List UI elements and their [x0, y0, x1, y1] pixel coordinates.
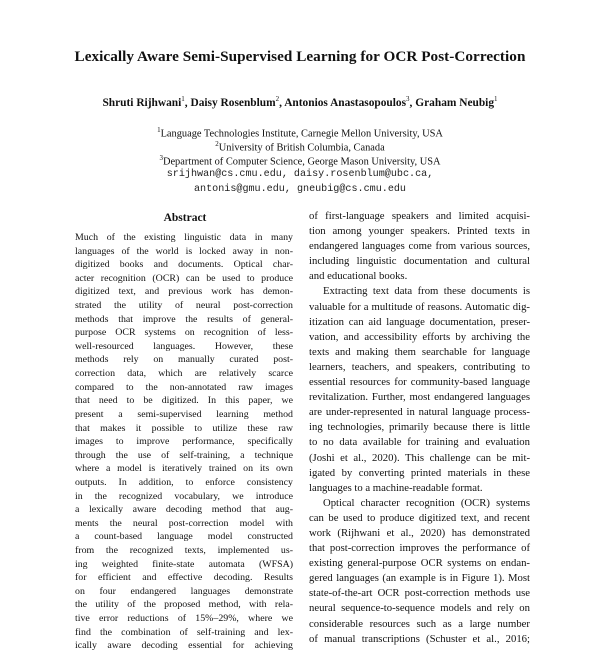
introduction-body — [309, 209, 530, 647]
abstract-line: that makes it possible to utilize these raw — [75, 422, 293, 434]
abstract-line: strated the utility of neural post-correction — [75, 300, 293, 312]
author-name: Daisy Rosenblum — [190, 96, 276, 109]
body-line: itization can aid language documentation, preser- — [309, 315, 530, 328]
body-line: considerable resources such as a large number — [309, 617, 530, 630]
abstract-line: methods rely on manually curated post- — [75, 354, 293, 366]
abstract-line: compared to the non-annotated raw images — [75, 381, 293, 393]
abstract-line: tive error reductions of 15%–29%, where we — [75, 613, 293, 625]
body-line: neural sequence-to-sequence models and rely on — [309, 602, 530, 615]
affiliation-text: Language Technologies Institute, Carnegie Mellon University, USA — [160, 128, 443, 140]
abstract-line: for efficient and effective decoding. Results — [75, 572, 293, 584]
abstract-line: from the recognized texts, implemented us- — [75, 545, 293, 557]
affiliation-number: 2 — [215, 140, 219, 148]
affiliation-text: Department of Computer Science, George Mason University, USA — [162, 156, 441, 168]
body-line: Extracting text data from these documents is — [323, 285, 530, 298]
body-line: ing technologies, primarily because there is little — [309, 421, 530, 434]
abstract-line: acter recognition (OCR) can be used to produce — [75, 272, 293, 284]
abstract-line: that need to be digitized. In this paper, we — [75, 395, 293, 407]
abstract-line: ically aware decoding essential for achieving — [75, 640, 293, 652]
body-line: (Joshi et al., 2020). This challenge can be mit- — [309, 451, 530, 464]
abstract-line: a lexically aware decoding method that aug- — [75, 504, 293, 516]
paper-title: Lexically Aware Semi-Supervised Learning for OCR Post-Correction — [74, 48, 526, 65]
body-line: including linguistic documentation and cultural — [309, 255, 530, 268]
abstract-line: in the recognized vocabulary, we introduce — [75, 490, 293, 502]
abstract-heading: Abstract — [163, 212, 207, 224]
abstract-line: a count-based language model constructed — [75, 531, 293, 543]
body-line: can be used to produce digitized text, and recent — [309, 511, 530, 524]
abstract-body — [75, 231, 293, 653]
author-separator: , — [279, 96, 285, 109]
author-list — [0, 95, 600, 109]
body-line: valuable for a multitude of reasons. Automatic dig- — [309, 300, 530, 313]
body-line: are under-represented in natural language process- — [309, 406, 530, 419]
abstract-line: where a model is iteratively trained on its own — [75, 463, 293, 475]
email-line: antonis@gmu.edu, gneubig@cs.cmu.edu — [193, 184, 406, 195]
abstract-line: through the use of self-training, a technique — [75, 449, 293, 461]
abstract-line: digitized text, and previous work has demon- — [75, 286, 293, 298]
email-block — [0, 167, 600, 197]
body-line: work (Rijhwani et al., 2020) has demonstrated — [309, 526, 530, 539]
author-name: Shruti Rijhwani — [102, 96, 182, 109]
abstract-line: purpose OCR systems on recognition of less- — [75, 327, 293, 339]
abstract-line: methods that improve the results of general- — [75, 313, 293, 325]
author-affiliation-mark: 1 — [494, 95, 498, 103]
body-line: vation, and accessibility efforts by archiving the — [309, 330, 530, 343]
author-affiliation-mark: 3 — [406, 95, 410, 103]
affiliation-number: 3 — [159, 154, 163, 162]
affiliation-text: University of British Columbia, Canada — [218, 142, 385, 154]
body-line: learners, teachers, and speakers, contributing to — [309, 360, 530, 373]
author-separator: , — [409, 96, 416, 109]
affiliation-number: 1 — [157, 126, 161, 134]
body-line: state-of-the-art OCR post-correction methods use — [309, 587, 530, 600]
body-line: texts and making them searchable for language — [309, 345, 530, 358]
abstract-line: on four endangered languages demonstrate — [75, 585, 293, 597]
body-line: existing general-purpose OCR systems on endan- — [309, 557, 530, 570]
author-name: Graham Neubig — [415, 96, 495, 109]
author-separator: , — [184, 96, 191, 109]
author-name: Antonios Anastasopoulos — [284, 96, 407, 109]
body-line: and educational books. — [309, 270, 408, 283]
email-line: srijhwan@cs.cmu.edu, daisy.rosenblum@ubc.ca, — [166, 169, 434, 180]
abstract-line: the utility of the proposed method, with rela- — [75, 599, 293, 611]
body-line: igated by converting printed materials in these — [309, 466, 530, 479]
abstract-line: correction data, which are relatively scarce — [75, 368, 293, 380]
abstract-line: present a semi-supervised learning method — [75, 408, 293, 420]
abstract-line: find the combination of self-training and lex- — [75, 626, 293, 638]
body-line: Optical character recognition (OCR) systems — [323, 496, 530, 509]
body-line: endangered languages come from various sources, — [309, 240, 530, 253]
abstract-line: outputs. In addition, to enforce consistency — [75, 476, 293, 488]
body-line: languages to a machine-readable format. — [309, 481, 483, 494]
abstract-line: ments the neural post-correction model with — [75, 517, 293, 529]
abstract-line: languages of the world is locked away in non- — [75, 245, 293, 257]
abstract-line: digitized books and documents. Optical char- — [75, 259, 293, 271]
body-line: tion among younger speakers. Printed texts in — [309, 225, 530, 238]
body-line: gered languages (an example is in Figure 1). Most — [309, 572, 530, 585]
abstract-line: ing weighted finite-state automata (WFSA) — [75, 558, 293, 570]
author-affiliation-mark: 2 — [275, 95, 280, 103]
body-line: that post-correction improves the performance of — [309, 542, 530, 555]
author-affiliation-mark: 1 — [181, 95, 185, 103]
abstract-line: images to improve performance, specifically — [75, 436, 293, 448]
body-line: of manual transcriptions (Schuster et al., 2016; — [309, 632, 530, 645]
body-line: essential resources for community-based language — [309, 376, 530, 389]
body-line: to no data available for training and evaluation — [309, 436, 530, 449]
abstract-line: well-resourced languages. However, these — [75, 340, 293, 352]
abstract-line: Much of the existing linguistic data in many — [75, 232, 293, 243]
body-line: of first-language speakers and limited acquisi- — [309, 210, 530, 222]
body-line: revitalization. Further, most endangered languages — [309, 391, 530, 404]
